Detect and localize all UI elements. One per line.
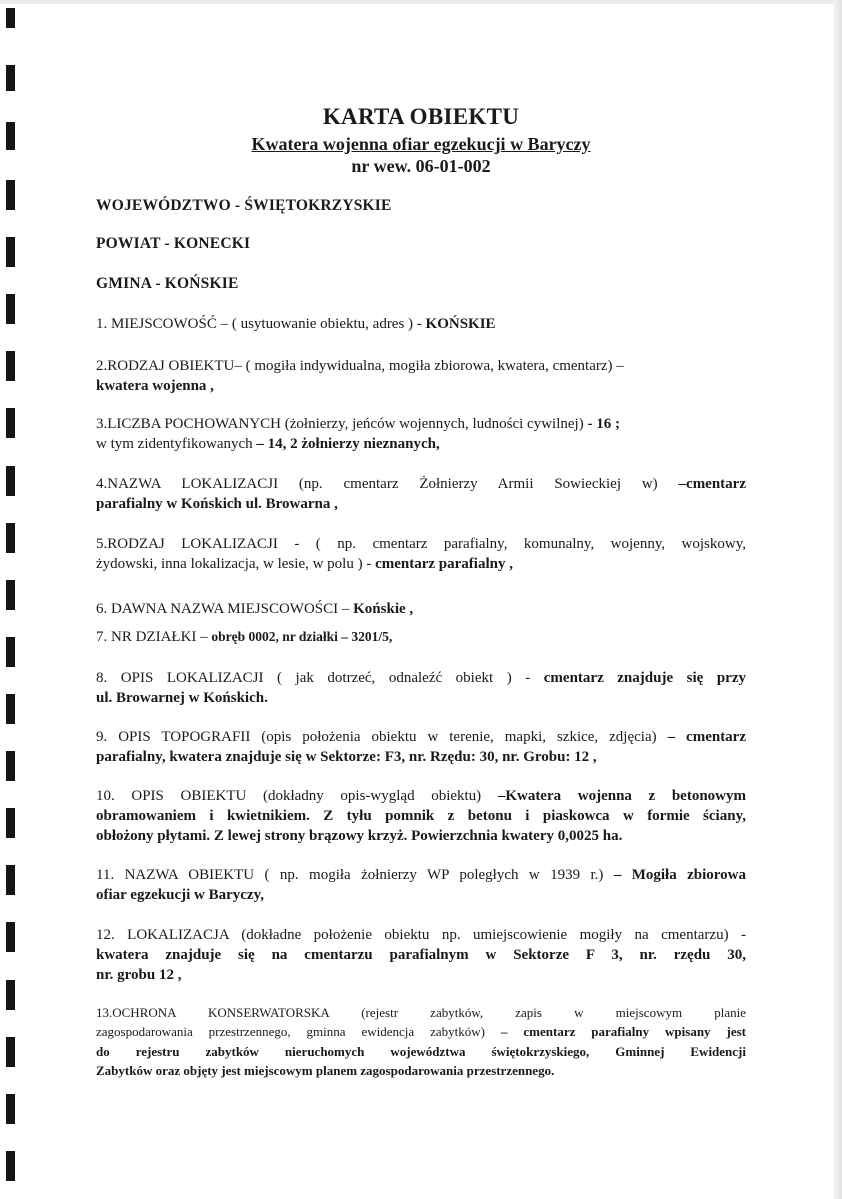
wojewodztwo-heading: WOJEWÓDZTWO - ŚWIĘTOKRZYSKIE <box>96 197 392 214</box>
field-label: 5.RODZAJ LOKALIZACJI - ( np. cmentarz parafialny, komunalny, wojenny, wojskowy, <box>96 536 746 552</box>
field-3-sub-line <box>96 434 746 454</box>
field-label: 13.OCHRONA KONSERWATORSKA (rejestr zabytków, zapis w miejscowym planie <box>96 1005 746 1020</box>
field-label: w tym zidentyfikowanych <box>96 436 257 452</box>
field-value: – Mogiła zbiorowa <box>613 867 746 883</box>
field-2-rodzaj-obiektu <box>96 356 746 376</box>
binding-mark <box>6 980 15 1010</box>
binding-mark <box>6 8 15 28</box>
binding-mark <box>6 865 15 895</box>
field-label: 12. LOKALIZACJA (dokładne położenie obiektu np. umiejscowienie mogiły na cmentarzu) - <box>96 927 746 943</box>
field-10-value-line <box>96 826 746 846</box>
field-9-value-line <box>96 747 746 767</box>
field-value: nr. grobu 12 , <box>96 967 182 983</box>
field-12-value-line <box>96 965 746 985</box>
field-label: zagospodarowania przestrzennego, gminna ewidencja zabytków) <box>96 1024 501 1039</box>
field-value: parafialny w Końskich ul. Browarna , <box>96 496 338 512</box>
field-label: 1. MIEJSCOWOŚĆ – ( usytuowanie obiektu, adres ) - <box>96 316 426 332</box>
field-12-value-line <box>96 945 746 965</box>
scan-top-edge <box>0 0 842 4</box>
field-13-value-line <box>96 1061 746 1081</box>
document-subtitle: Kwatera wojenna ofiar egzekucji w Baryczy <box>251 134 591 154</box>
binding-mark <box>6 751 15 781</box>
field-3-liczba-pochowanych <box>96 414 746 434</box>
field-label: 10. OPIS OBIEKTU (dokładny opis-wygląd obiektu) <box>96 788 498 804</box>
field-value: Końskie , <box>353 601 414 617</box>
field-13-ochrona-konserwatorska <box>96 1003 746 1023</box>
field-10-value-line <box>96 806 746 826</box>
field-8-value-line <box>96 688 746 708</box>
field-label: 11. NAZWA OBIEKTU ( np. mogiła żołnierzy WP poległych w 1939 r.) <box>96 867 614 883</box>
field-9-opis-topografii <box>96 727 746 747</box>
field-value: KOŃSKIE <box>425 316 496 332</box>
field-7-nr-dzialki <box>96 627 746 647</box>
field-value: obłożony płytami. Z lewej strony brązowy krzyż. Powierzchnia kwatery 0,0025 ha. <box>96 828 623 844</box>
field-value: do rejestru zabytków nieruchomych województwa świętokrzyskiego, Gminnej Ewidencji <box>96 1044 746 1059</box>
powiat-heading: POWIAT - KONECKI <box>96 235 251 252</box>
binding-mark <box>6 1151 15 1181</box>
field-8-opis-lokalizacji <box>96 668 746 688</box>
field-label: 2.RODZAJ OBIEKTU– ( mogiła indywidualna, mogiła zbiorowa, kwatera, cmentarz) – <box>96 358 624 374</box>
field-value: cmentarz znajduje się przy <box>543 670 746 686</box>
document-title: KARTA OBIEKTU <box>322 104 520 129</box>
field-10-opis-obiektu <box>96 786 746 806</box>
binding-mark <box>6 580 15 610</box>
binding-mark <box>6 523 15 553</box>
field-value: – 14, 2 żołnierzy nieznanych, <box>256 436 440 452</box>
field-value: obręb 0002, nr działki – 3201/5, <box>211 629 393 644</box>
binding-mark <box>6 180 15 210</box>
field-label: 7. NR DZIAŁKI – <box>96 629 212 645</box>
field-4-value-line <box>96 494 746 514</box>
field-label: 8. OPIS LOKALIZACJI ( jak dotrzeć, odnaleźć obiekt ) - <box>96 670 544 686</box>
field-value: – cmentarz <box>667 729 747 745</box>
field-4-nazwa-lokalizacji <box>96 474 746 494</box>
field-11-value-line <box>96 885 746 905</box>
field-value: cmentarz parafialny , <box>375 556 513 572</box>
gmina-heading: GMINA - KOŃSKIE <box>96 275 239 292</box>
binding-mark <box>6 237 15 267</box>
field-value: - 16 ; <box>587 416 620 432</box>
field-12-lokalizacja <box>96 925 746 945</box>
binding-mark <box>6 294 15 324</box>
binding-mark <box>6 694 15 724</box>
field-label: 4.NAZWA LOKALIZACJI (np. cmentarz Żołnierzy Armii Sowieckiej w) <box>96 476 679 492</box>
field-label: 9. OPIS TOPOGRAFII (opis położenia obiektu w terenie, mapki, szkice, zdjęcia) <box>96 729 668 745</box>
binding-mark <box>6 408 15 438</box>
binding-mark <box>6 808 15 838</box>
scan-right-edge <box>833 0 842 1199</box>
binding-mark <box>6 466 15 496</box>
field-11-nazwa-obiektu <box>96 865 746 885</box>
binding-mark <box>6 1037 15 1067</box>
binding-mark <box>6 1094 15 1124</box>
field-value: kwatera wojenna , <box>96 378 214 394</box>
field-13-value-line <box>96 1042 746 1062</box>
binding-mark <box>6 65 15 91</box>
binding-mark <box>6 351 15 381</box>
binding-mark <box>6 637 15 667</box>
field-6-dawna-nazwa <box>96 599 746 619</box>
field-label: 6. DAWNA NAZWA MIEJSCOWOŚCI – <box>96 601 354 617</box>
internal-number: nr wew. 06-01-002 <box>351 156 491 176</box>
field-value: obramowaniem i kwietnikiem. Z tyłu pomnik z betonu i piaskowca w formie ściany, <box>96 808 746 824</box>
field-1-miejscowosc <box>96 314 746 334</box>
field-2-value-line <box>96 376 746 396</box>
field-value: parafialny, kwatera znajduje się w Sektorze: F3, nr. Rzędu: 30, nr. Grobu: 12 , <box>96 749 597 765</box>
field-value: –Kwatera wojenna z betonowym <box>497 788 746 804</box>
field-5-value-line <box>96 554 746 574</box>
field-label: 3.LICZBA POCHOWANYCH (żołnierzy, jeńców wojennych, ludności cywilnej) <box>96 416 588 432</box>
field-value: kwatera znajduje się na cmentarzu parafialnym w Sektorze F 3, nr. rzędu 30, <box>96 947 746 963</box>
binding-mark <box>6 922 15 952</box>
field-5-rodzaj-lokalizacji <box>96 534 746 554</box>
field-value: – cmentarz parafialny wpisany jest <box>500 1024 746 1039</box>
field-value: –cmentarz <box>678 476 746 492</box>
field-label: żydowski, inna lokalizacja, w lesie, w polu ) - <box>96 556 376 572</box>
field-13-label-line <box>96 1022 746 1042</box>
field-value: ul. Browarnej w Końskich. <box>96 690 268 706</box>
field-value: Zabytków oraz objęty jest miejscowym planem zagospodarowania przestrzennego. <box>96 1063 555 1078</box>
field-value: ofiar egzekucji w Baryczy, <box>96 887 265 903</box>
